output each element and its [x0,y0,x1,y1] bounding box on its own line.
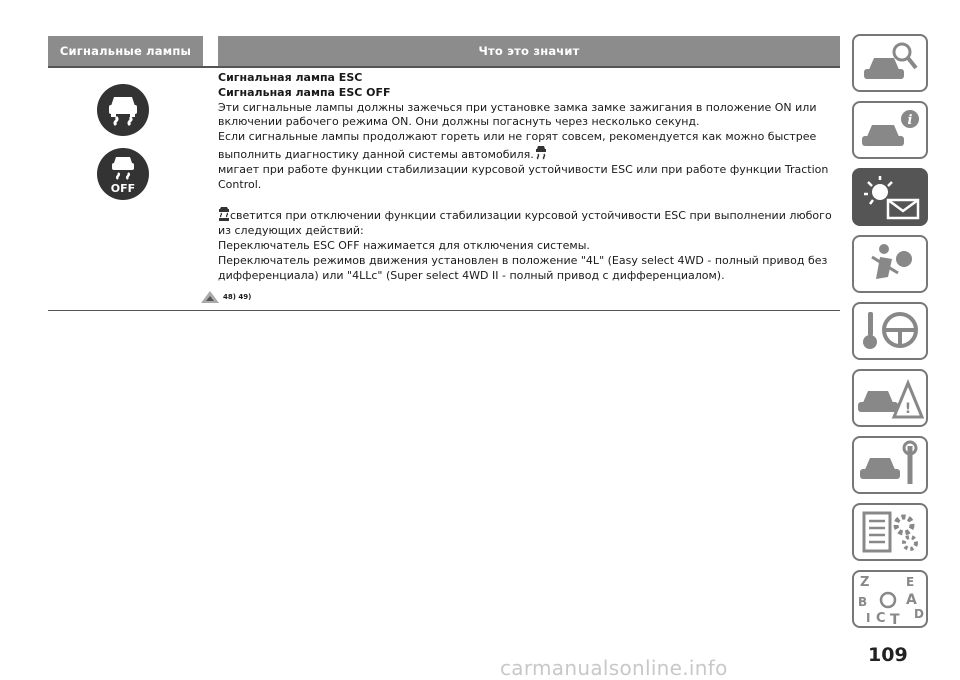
header-rule [48,66,840,68]
tab-steering[interactable] [852,302,928,360]
svg-text:B: B [858,595,868,609]
paragraph-6: Переключатель режимов движения установлен в положение "4L" (Easy select 4WD - полный привод без дифференциала) или "4LLc" (Super select 4WD II - полный привод с дифференциалом). [218,253,828,282]
car-wrench-icon [854,438,926,492]
safety-airbag-icon [854,237,926,291]
esc-off-small-icon [218,206,230,222]
tab-specs[interactable] [852,503,928,561]
svg-text:i: i [907,113,913,128]
tab-car-service[interactable] [852,436,928,494]
paragraph-3: мигает при работе функции стабилизации курсовой устойчивости ESC или при работе функции Traction Control. [218,162,829,191]
tab-safety[interactable] [852,235,928,293]
tab-car-warning[interactable] [852,369,928,427]
title-esc: Сигнальная лампа ESC [218,71,363,84]
svg-text:D: D [914,607,924,621]
row-rule [48,310,840,311]
steering-key-icon [854,304,926,358]
svg-text:I: I [866,611,871,625]
paragraph-4: светится при отключении функции стабилизации курсовой устойчивости ESC при выполнении любого из следующих действий: [218,206,838,239]
index-letters-icon [854,572,926,626]
car-search-icon [854,36,926,90]
page-number: 109 [868,644,908,666]
title-esc-off: Сигнальная лампа ESC OFF [218,85,391,99]
tab-car-info[interactable] [852,101,928,159]
list-gears-icon [854,505,926,559]
lamp-description [218,71,838,283]
reference-numbers[interactable]: 48) 49) [223,293,252,301]
car-warning-icon [854,371,926,425]
svg-text:C: C [876,611,886,626]
warning-triangle-icon [200,290,220,304]
paragraph-2: Если сигнальные лампы продолжают гореть или не горят совсем, рекомендуется как можно быстрее выполнить диагностику данной системы автомобиля. [218,130,817,161]
car-info-icon [854,103,926,157]
lamp-off-label: OFF [110,182,136,195]
references [200,290,251,304]
svg-text:T: T [890,612,900,626]
svg-text:E: E [906,575,915,589]
paragraph-1: Эти сигнальные лампы должны зажечься при установке замка замке зажигания в положение ON или включении рабочего режима ON. Они должны погаснуть через несколько секунд. [218,100,817,129]
esc-off-warning-lamp-icon [97,148,149,200]
svg-text:A: A [906,592,917,608]
esc-warning-lamp-icon [97,84,149,136]
watermark: carmanualsonline.info [500,656,728,680]
tab-car-search[interactable] [852,34,928,92]
table-header [48,36,840,66]
svg-text:!: ! [904,401,912,417]
tab-warning-lights[interactable] [852,168,928,226]
column-header-meaning: Что это значит [218,36,840,66]
esc-small-icon [534,145,548,161]
tab-index[interactable] [852,570,928,628]
svg-text:Z: Z [860,575,870,590]
sidebar-nav [852,34,932,637]
column-header-lamps: Сигнальные лампы [48,36,218,66]
paragraph-5: Переключатель ESC OFF нажимается для отключения системы. [218,238,590,252]
warning-lights-icon [854,170,926,224]
